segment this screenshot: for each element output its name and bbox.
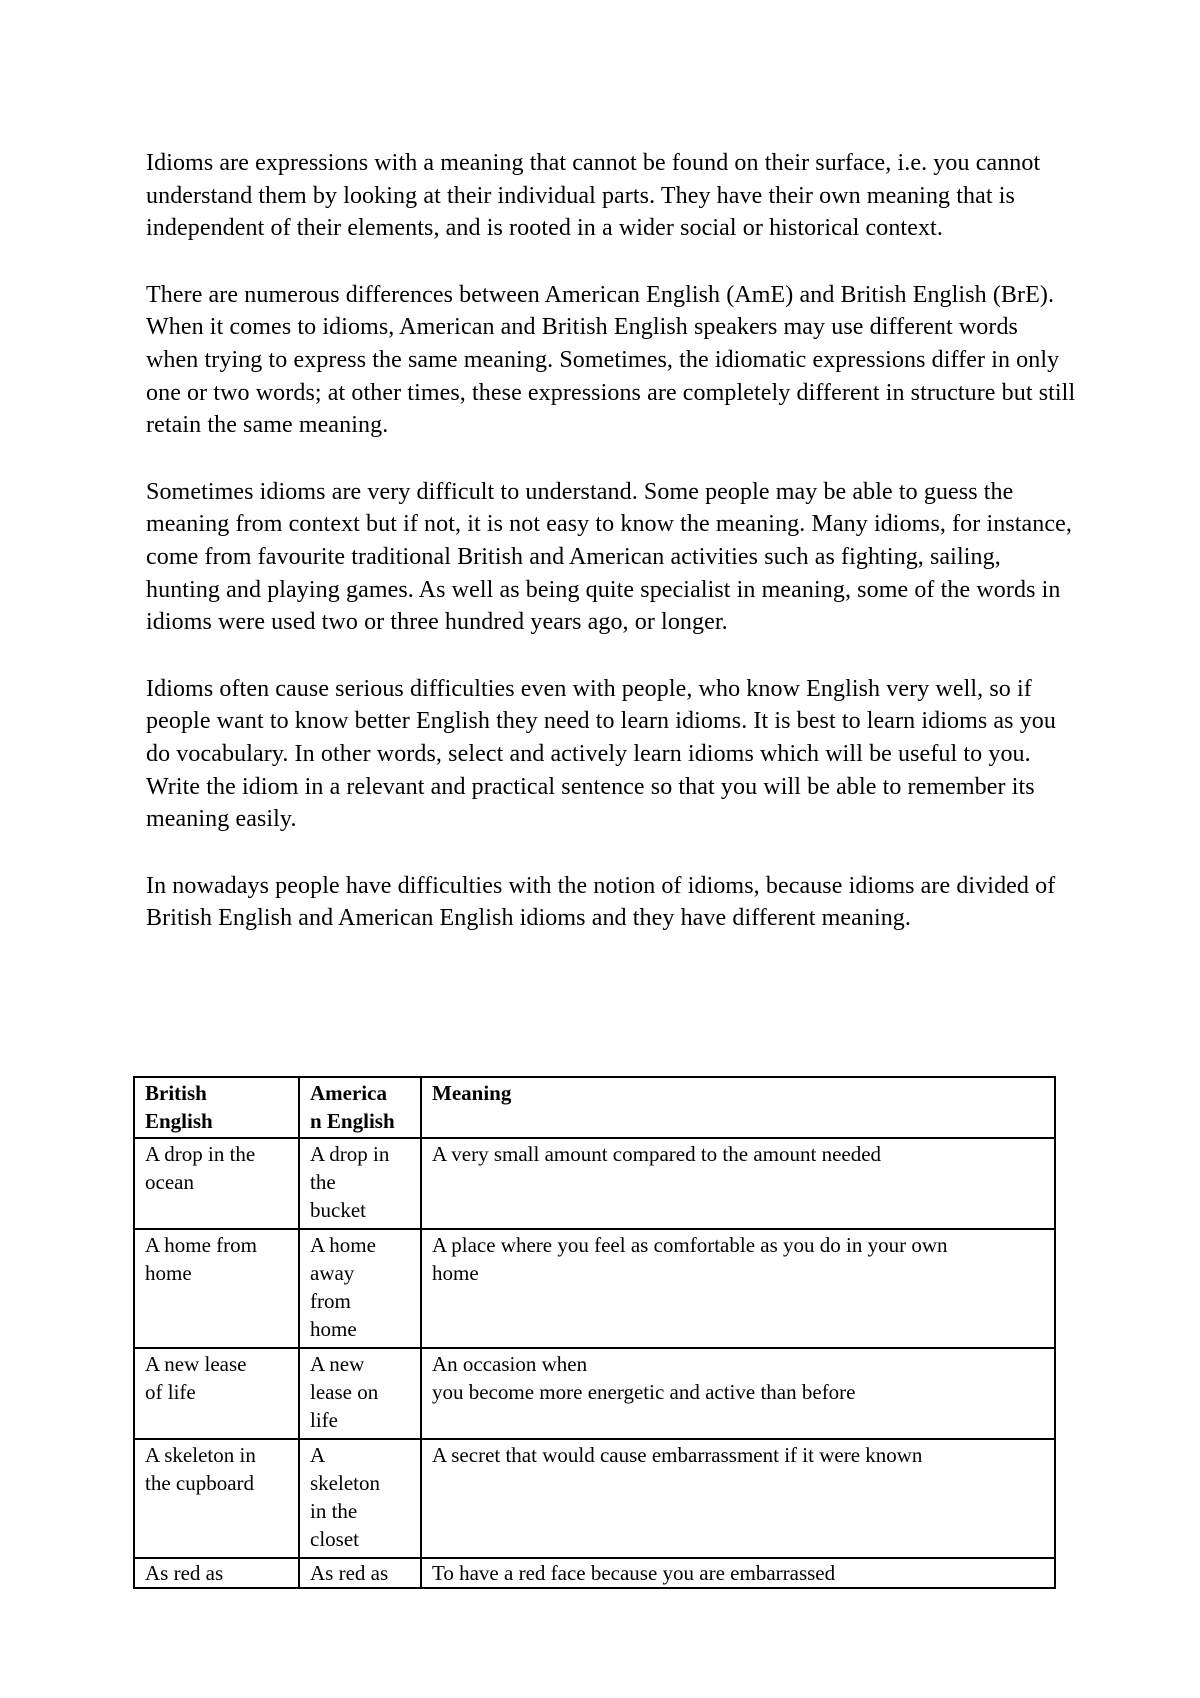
cell-line: A new lease bbox=[145, 1352, 247, 1376]
cell-line: A very small amount compared to the amount needed bbox=[432, 1142, 882, 1166]
cell-american bbox=[299, 1138, 421, 1229]
cell-british bbox=[134, 1439, 299, 1558]
cell-line: A home from bbox=[145, 1233, 257, 1257]
cell-line: bucket bbox=[310, 1198, 366, 1222]
cell-line: you become more energetic and active than before bbox=[432, 1380, 856, 1404]
cell-british bbox=[134, 1348, 299, 1439]
table-row bbox=[134, 1229, 1055, 1348]
cell-meaning bbox=[421, 1558, 1055, 1588]
table-row bbox=[134, 1138, 1055, 1229]
paragraph-definition: Idioms are expressions with a meaning that cannot be found on their surface, i.e. you cannot understand them by looking at their individual parts. They have their own meaning that is independent of their elements, and is rooted in a wider social or historical context. bbox=[146, 150, 1041, 242]
cell-line: A drop in the bbox=[145, 1142, 256, 1166]
cell-line: As red as bbox=[310, 1561, 389, 1585]
cell-line: A drop in bbox=[310, 1142, 390, 1166]
table-row bbox=[134, 1439, 1055, 1558]
cell-line: of life bbox=[145, 1380, 196, 1404]
cell-american bbox=[299, 1558, 421, 1588]
table-header-row bbox=[134, 1077, 1055, 1138]
cell-line: life bbox=[310, 1408, 338, 1432]
cell-british bbox=[134, 1558, 299, 1588]
cell-line: A skeleton in bbox=[145, 1443, 256, 1467]
cell-line: skeleton bbox=[310, 1471, 380, 1495]
cell-meaning bbox=[421, 1348, 1055, 1439]
body-text bbox=[146, 147, 1076, 969]
cell-line: home bbox=[145, 1261, 192, 1285]
cell-line: A bbox=[310, 1443, 326, 1467]
paragraph-differences: There are numerous differences between American English (AmE) and British English (BrE). When it comes to idioms, American and British English speakers may use different words when trying to express the same meaning. Sometimes, the idiomatic expressions differ in only one or two words; at other times, these expressions are completely different in structure but still retain the same meaning. bbox=[146, 281, 1076, 439]
header-british-line: English bbox=[145, 1109, 213, 1133]
paragraph-conclusion: In nowadays people have difficulties with the notion of idioms, because idioms are divided of British English and American English idioms and they have different meaning. bbox=[146, 872, 1056, 932]
cell-line: A secret that would cause embarrassment if it were known bbox=[432, 1443, 923, 1467]
table-row bbox=[134, 1558, 1055, 1588]
cell-line: in the bbox=[310, 1499, 358, 1523]
header-american-line: America bbox=[310, 1081, 387, 1105]
cell-line: lease on bbox=[310, 1380, 379, 1404]
cell-line: A home bbox=[310, 1233, 376, 1257]
paragraph-learning: Idioms often cause serious difficulties even with people, who know English very well, so if people want to know better English they need to learn idioms. It is best to learn idioms as you do vocabulary. In other words, select and actively learn idioms which will be useful to you. Write the idiom in a relevant and practical sentence so that you will be able to remember its meaning easily. bbox=[146, 675, 1056, 833]
cell-line: ocean bbox=[145, 1170, 194, 1194]
header-american-line: n English bbox=[310, 1109, 395, 1133]
header-meaning: Meaning bbox=[421, 1077, 1055, 1138]
cell-line: the cupboard bbox=[145, 1471, 255, 1495]
cell-line: home bbox=[432, 1261, 479, 1285]
header-british-english bbox=[134, 1077, 299, 1138]
cell-line: An occasion when bbox=[432, 1352, 588, 1376]
cell-american bbox=[299, 1348, 421, 1439]
idioms-table bbox=[133, 1076, 1056, 1589]
header-british-line: British bbox=[145, 1081, 207, 1105]
cell-line: from bbox=[310, 1289, 351, 1313]
paragraph-difficulty: Sometimes idioms are very difficult to understand. Some people may be able to guess the meaning from context but if not, it is not easy to know the meaning. Many idioms, for instance, come from favourite traditional British and American activities such as fighting, sailing, hunting and playing games. As well as being quite specialist in meaning, some of the words in idioms were used two or three hundred years ago, or longer. bbox=[146, 478, 1072, 636]
cell-line: closet bbox=[310, 1527, 359, 1551]
cell-line: A place where you feel as comfortable as you do in your own bbox=[432, 1233, 948, 1257]
cell-meaning bbox=[421, 1439, 1055, 1558]
cell-british bbox=[134, 1229, 299, 1348]
cell-meaning bbox=[421, 1229, 1055, 1348]
cell-meaning bbox=[421, 1138, 1055, 1229]
cell-american bbox=[299, 1229, 421, 1348]
header-american-english bbox=[299, 1077, 421, 1138]
table-row bbox=[134, 1348, 1055, 1439]
cell-line: A new bbox=[310, 1352, 365, 1376]
cell-line: home bbox=[310, 1317, 357, 1341]
cell-line: away bbox=[310, 1261, 355, 1285]
cell-british bbox=[134, 1138, 299, 1229]
cell-line: As red as bbox=[145, 1561, 224, 1585]
cell-line: To have a red face because you are embarrassed bbox=[432, 1561, 836, 1585]
cell-american bbox=[299, 1439, 421, 1558]
cell-line: the bbox=[310, 1170, 336, 1194]
